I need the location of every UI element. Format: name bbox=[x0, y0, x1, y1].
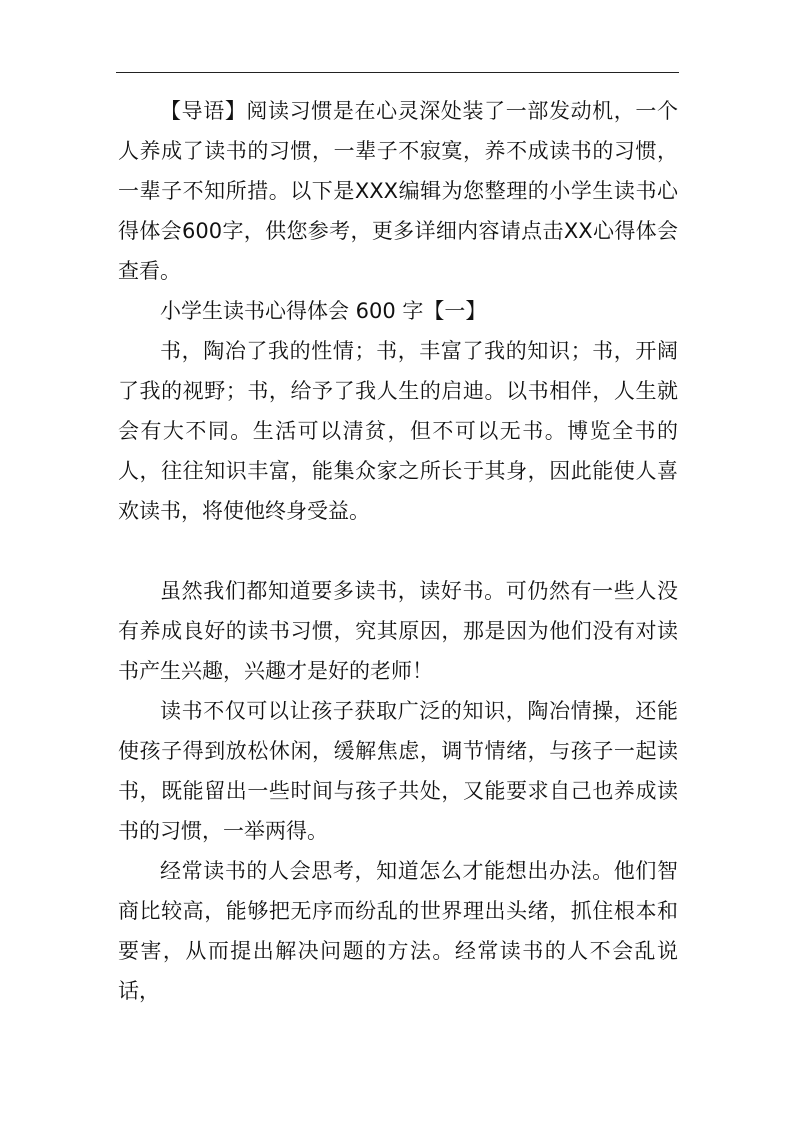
intro-paragraph: 【导语】阅读习惯是在心灵深处装了一部发动机，一个人养成了读书的习惯，一辈子不寂寞，养不成读书的习惯，一辈子不知所措。以下是XXX编辑为您整理的小学生读书心得体会600字，供您参考，更多详细内容请点击XX心得体会查看。 bbox=[118, 99, 678, 283]
header-divider bbox=[116, 72, 679, 73]
paragraph-gap bbox=[118, 531, 678, 571]
body-paragraph-2: 虽然我们都知道要多读书，读好书。可仍然有一些人没有养成良好的读书习惯，究其原因，那是因为他们没有对读书产生兴趣，兴趣才是好的老师！ bbox=[118, 579, 678, 683]
body-paragraph-4: 经常读书的人会思考，知道怎么才能想出办法。他们智商比较高，能够把无序而纷乱的世界理出头绪，抓住根本和要害，从而提出解决问题的方法。经常读书的人不会乱说话， bbox=[118, 859, 678, 1003]
document-body bbox=[118, 91, 678, 1011]
section-title: 小学生读书心得体会 600 字【一】 bbox=[160, 299, 487, 323]
body-paragraph-1: 书，陶冶了我的性情；书，丰富了我的知识；书，开阔了我的视野；书，给予了我人生的启迪。以书相伴，人生就会有大不同。生活可以清贫，但不可以无书。博览全书的人，往往知识丰富，能集众家之所长于其身，因此能使人喜欢读书，将使他终身受益。 bbox=[118, 339, 678, 523]
body-paragraph-3: 读书不仅可以让孩子获取广泛的知识，陶冶情操，还能使孩子得到放松休闲，缓解焦虑，调节情绪，与孩子一起读书，既能留出一些时间与孩子共处，又能要求自己也养成读书的习惯，一举两得。 bbox=[118, 699, 678, 843]
